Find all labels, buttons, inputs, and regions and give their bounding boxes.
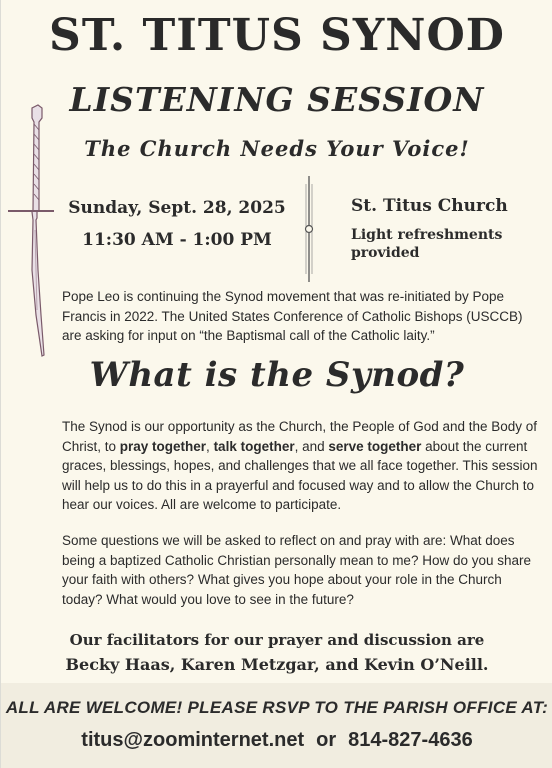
email-address[interactable]: titus@zoominternet.net: [81, 729, 305, 751]
event-location: St. Titus Church: [351, 196, 508, 216]
talk-together-text: talk together: [213, 438, 295, 454]
event-time: 11:30 AM - 1:00 PM: [82, 230, 272, 250]
refreshments-note: Light refreshments provided: [351, 227, 503, 261]
ornamental-divider-icon: [299, 174, 319, 284]
synod-separator-2: , and: [294, 438, 329, 454]
phone-number[interactable]: 814-827-4636: [348, 729, 473, 751]
sword-icon: [6, 100, 56, 360]
contact-line: [1, 727, 552, 753]
footer-band: [1, 683, 552, 768]
synod-text-1: The Synod is our opportunity as the Church, the People of God and the Body of Christ, to: [62, 419, 538, 454]
event-title: ST. TITUS SYNOD: [49, 10, 505, 61]
facilitators-intro: Our facilitators for our prayer and discussion are: [69, 631, 485, 649]
section-heading: What is the Synod?: [89, 355, 465, 395]
synod-text-2: about the current graces, blessings, hopes, and challenges that we all face together. This session will help us to do this in a prayerful and focused way and to allow the Church to hear our voices. All are welcome to participate.: [62, 438, 538, 513]
synod-description: [62, 417, 542, 515]
event-subtitle: LISTENING SESSION: [69, 80, 485, 119]
pray-together-text: pray together: [119, 438, 207, 454]
synod-separator-1: ,: [206, 438, 214, 454]
serve-together-text: serve together: [328, 438, 422, 454]
intro-paragraph: Pope Leo is continuing the Synod movement that was re-initiated by Pope Francis in 2022. The United States Conference of Catholic Bishops (USCCB) are asking for input on “the Baptismal call of the Catholic laity.”: [62, 289, 523, 343]
contact-or: or: [316, 729, 337, 751]
facilitators-names: Becky Haas, Karen Metzgar, and Kevin O’Neill.: [65, 655, 489, 674]
event-date: Sunday, Sept. 28, 2025: [68, 198, 286, 218]
tagline: The Church Needs Your Voice!: [84, 136, 470, 161]
reflection-questions: Some questions we will be asked to reflect on and pray with are: What does being a baptized Catholic Christian personally mean to me? How do you share your faith with others? What gives you hope about your role in the Church today? What would you love to see in the future?: [62, 533, 532, 607]
rsvp-notice: ALL ARE WELCOME! PLEASE RSVP TO THE PARISH OFFICE AT:: [5, 698, 549, 717]
